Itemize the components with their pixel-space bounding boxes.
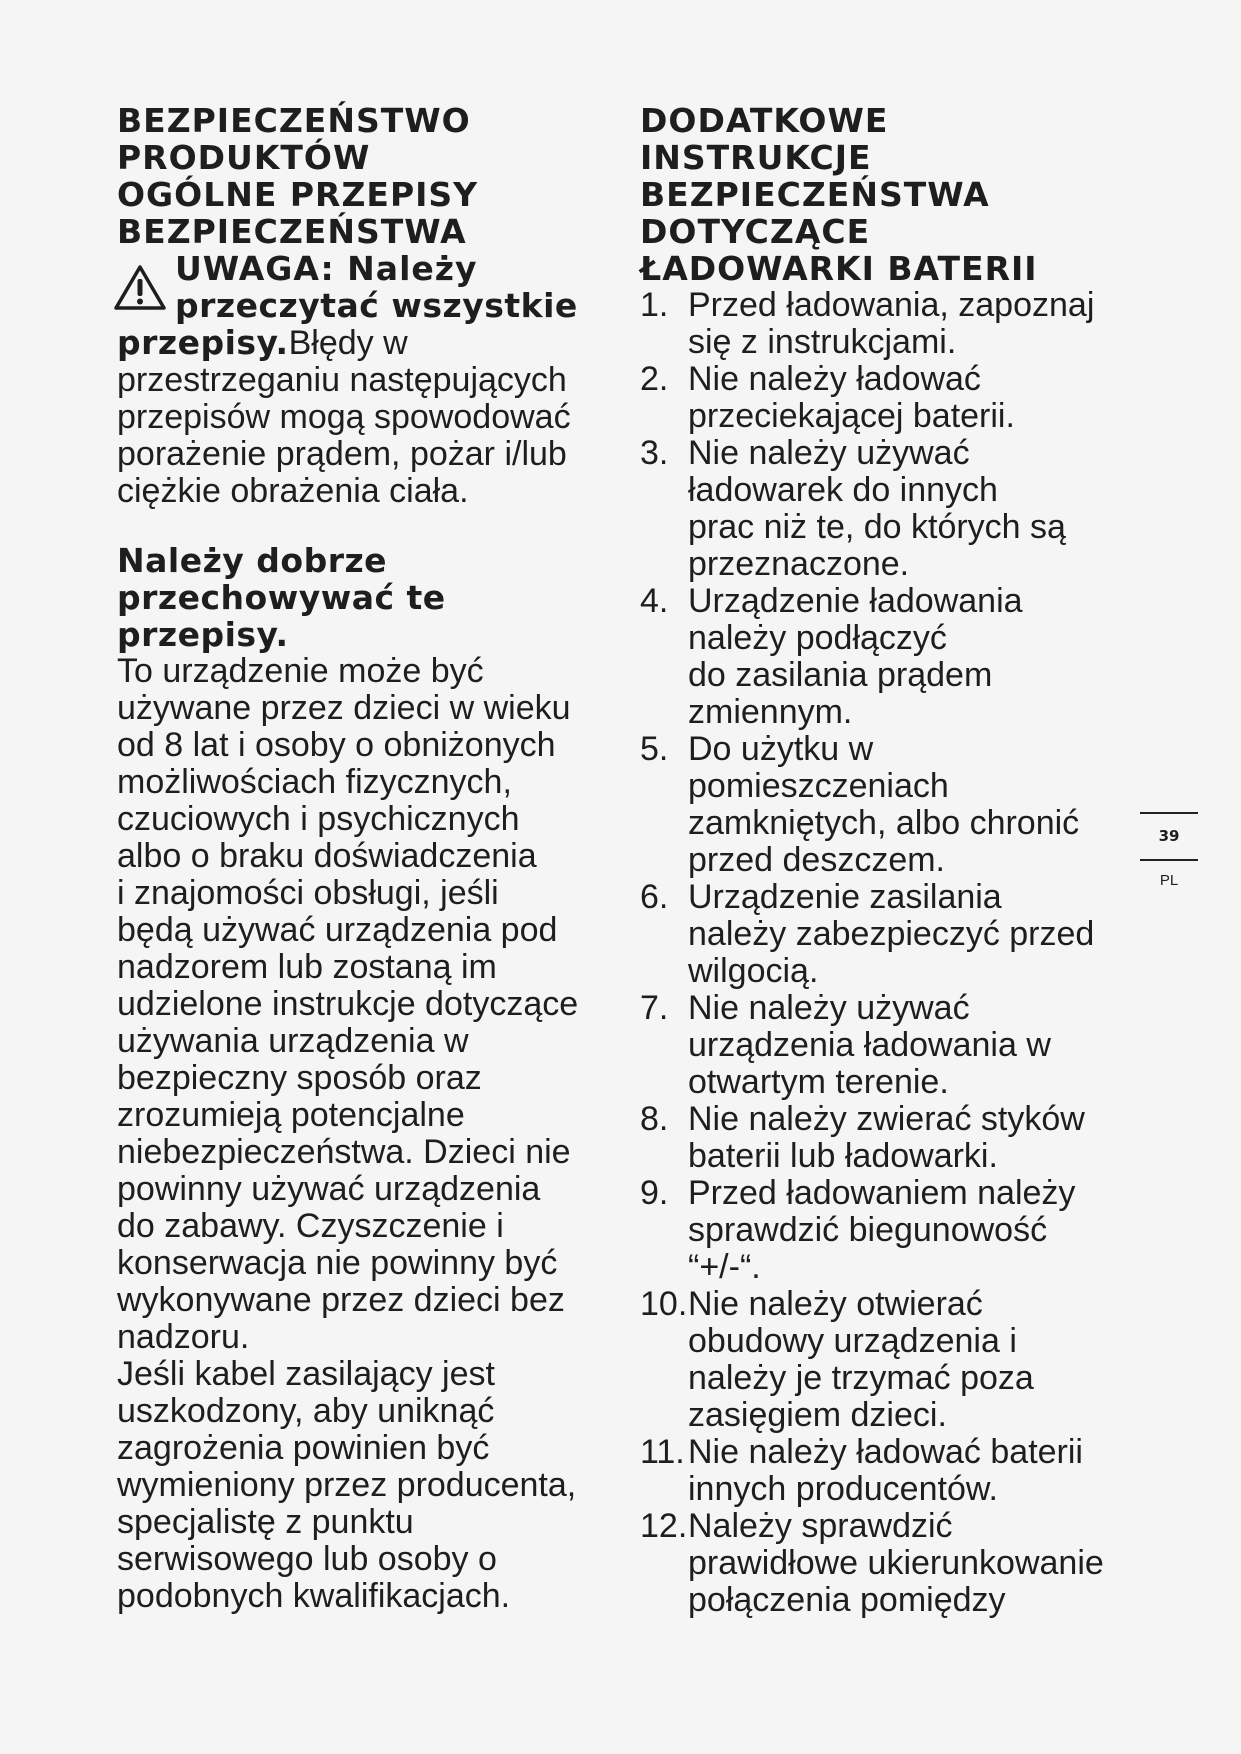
heading-line: BEZPIECZEŃSTWA	[117, 212, 467, 251]
power-cable-paragraph	[117, 1356, 617, 1615]
list-item-line: połączenia pomiędzy	[688, 1581, 1006, 1619]
list-item	[640, 990, 1160, 1101]
list-item-number: 5.	[640, 730, 669, 768]
list-item	[640, 1175, 1160, 1286]
paragraph-line: wymieniony przez producenta,	[117, 1466, 577, 1504]
list-item-line: przeciekającej baterii.	[688, 397, 1015, 435]
right-column	[640, 102, 1160, 1619]
heading-line: INSTRUKCJE	[640, 138, 872, 177]
warning-icon	[114, 264, 166, 312]
paragraph-line: zrozumieją potencjalne	[117, 1096, 465, 1134]
list-item-number: 12.	[640, 1507, 688, 1545]
list-item-line: się z instrukcjami.	[688, 323, 957, 361]
paragraph-line: serwisowego lub osoby o	[117, 1540, 497, 1578]
warning-body-line: porażenie prądem, pożar i/lub	[117, 435, 567, 473]
sub-heading-line: przepisy.	[117, 615, 289, 654]
list-item-line: baterii lub ładowarki.	[688, 1137, 998, 1175]
list-item-line: przeznaczone.	[688, 545, 910, 583]
paragraph-line: i znajomości obsługi, jeśli	[117, 874, 499, 912]
list-item-line: ładowarek do innych	[688, 471, 998, 509]
warning-body-line: przepisów mogą spowodować	[117, 398, 571, 436]
list-item-line: Nie należy ładować	[688, 360, 981, 398]
paragraph-line: używania urządzenia w	[117, 1022, 469, 1060]
list-item-line: Urządzenie ładowania	[688, 582, 1023, 620]
heading-line: DOTYCZĄCE	[640, 212, 871, 251]
list-item	[640, 879, 1160, 990]
paragraph-line: Jeśli kabel zasilający jest	[117, 1355, 495, 1393]
paragraph-line: wykonywane przez dzieci bez	[117, 1281, 565, 1319]
paragraph-line: To urządzenie może być	[117, 652, 484, 690]
list-item-line: pomieszczeniach	[688, 767, 949, 805]
list-item	[640, 583, 1160, 731]
list-item-line: Przed ładowaniem należy	[688, 1174, 1076, 1212]
paragraph-line: albo o braku doświadczenia	[117, 837, 537, 875]
heading-line: BEZPIECZEŃSTWA	[640, 175, 990, 214]
heading-line: BEZPIECZEŃSTWO	[117, 101, 471, 140]
paragraph-line: bezpieczny sposób oraz	[117, 1059, 482, 1097]
paragraph-line: specjalistę z punktu	[117, 1503, 414, 1541]
list-item-line: sprawdzić biegunowość	[688, 1211, 1048, 1249]
charger-safety-list	[640, 287, 1160, 1619]
list-item	[640, 1434, 1160, 1508]
list-item-number: 3.	[640, 434, 669, 472]
list-item-line: Przed ładowania, zapoznaj	[688, 286, 1095, 324]
list-item-line: Do użytku w	[688, 730, 874, 768]
list-item-line: Nie należy zwierać styków	[688, 1100, 1085, 1138]
warning-text	[117, 287, 617, 510]
list-item-line: Należy sprawdzić	[688, 1507, 953, 1545]
list-item-line: obudowy urządzenia i	[688, 1322, 1017, 1360]
list-item-line: Urządzenie zasilania	[688, 878, 1002, 916]
sub-heading-line: Należy dobrze	[117, 541, 388, 580]
list-item-line: urządzenia ładowania w	[688, 1026, 1051, 1064]
left-column	[117, 102, 617, 1615]
warning-bold-line: przepisy.	[117, 323, 289, 362]
paragraph-line: podobnych kwalifikacjach.	[117, 1577, 511, 1615]
list-item	[640, 731, 1160, 879]
paragraph-line: czuciowych i psychicznych	[117, 800, 520, 838]
list-item-line: zamkniętych, albo chronić	[688, 804, 1080, 842]
warning-body-line: przestrzeganiu następujących	[117, 361, 567, 399]
list-item	[640, 1286, 1160, 1434]
list-item-number: 9.	[640, 1174, 669, 1212]
paragraph-line: udzielone instrukcje dotyczące	[117, 985, 579, 1023]
list-item	[640, 1101, 1160, 1175]
warning-body-line: ciężkie obrażenia ciała.	[117, 472, 469, 510]
heading-line: PRODUKTÓW	[117, 138, 371, 177]
paragraph-line: będą używać urządzenia pod	[117, 911, 558, 949]
list-item-line: innych producentów.	[688, 1470, 998, 1508]
list-item-number: 2.	[640, 360, 669, 398]
list-item-line: “+/-“.	[688, 1248, 761, 1286]
paragraph-line: powinny używać urządzenia	[117, 1170, 541, 1208]
list-item-line: Nie należy ładować baterii	[688, 1433, 1083, 1471]
list-item-number: 6.	[640, 878, 669, 916]
list-item-line: otwartym terenie.	[688, 1063, 949, 1101]
paragraph-line: uszkodzony, aby uniknąć	[117, 1392, 495, 1430]
paragraph-line: do zabawy. Czyszczenie i	[117, 1207, 504, 1245]
page-language: PL	[1159, 872, 1179, 889]
list-item-line: zmiennym.	[688, 693, 853, 731]
paragraph-line: nadzoru.	[117, 1318, 250, 1356]
list-item-line: przed deszczem.	[688, 841, 945, 879]
list-item-number: 7.	[640, 989, 669, 1027]
children-use-paragraph	[117, 653, 617, 1356]
list-item-number: 4.	[640, 582, 669, 620]
paragraph-line: konserwacja nie powinny być	[117, 1244, 558, 1282]
paragraph-line: nadzorem lub zostaną im	[117, 948, 497, 986]
list-item-line: zasięgiem dzieci.	[688, 1396, 947, 1434]
page-marker	[1140, 812, 1198, 891]
heading-line: DODATKOWE	[640, 101, 889, 140]
list-item-number: 8.	[640, 1100, 669, 1138]
warning-title: UWAGA: Należy	[175, 249, 478, 288]
warning-body-first: Błędy w	[288, 324, 408, 362]
list-item-line: do zasilania prądem	[688, 656, 993, 694]
list-item-number: 10.	[640, 1285, 688, 1323]
paragraph-line: używane przez dzieci w wieku	[117, 689, 571, 727]
page-number: 39	[1158, 827, 1180, 845]
list-item-line: wilgocią.	[688, 952, 819, 990]
list-item-line: prawidłowe ukierunkowanie	[688, 1544, 1104, 1582]
right-heading	[640, 102, 1160, 287]
list-item-line: Nie należy otwierać	[688, 1285, 983, 1323]
sub-heading-line: przechowywać te	[117, 578, 446, 617]
paragraph-line: zagrożenia powinien być	[117, 1429, 490, 1467]
list-item-line: Nie należy używać	[688, 434, 970, 472]
warning-bold-line: przeczytać wszystkie	[175, 286, 578, 325]
list-item-line: Nie należy używać	[688, 989, 970, 1027]
paragraph-line: możliwościach fizycznych,	[117, 763, 512, 801]
list-item-line: należy podłączyć	[688, 619, 947, 657]
keep-instructions-heading	[117, 542, 617, 653]
list-item-line: należy je trzymać poza	[688, 1359, 1034, 1397]
paragraph-line: niebezpieczeństwa. Dzieci nie	[117, 1133, 571, 1171]
list-item-line: prac niż te, do których są	[688, 508, 1066, 546]
list-item	[640, 287, 1160, 361]
list-item-line: należy zabezpieczyć przed	[688, 915, 1095, 953]
list-item	[640, 361, 1160, 435]
list-item	[640, 1508, 1160, 1619]
left-heading	[117, 102, 617, 250]
paragraph-line: od 8 lat i osoby o obniżonych	[117, 726, 556, 764]
heading-line: OGÓLNE PRZEPISY	[117, 175, 479, 214]
heading-line: ŁADOWARKI BATERII	[640, 249, 1038, 288]
list-item-number: 11.	[640, 1433, 685, 1471]
list-item-number: 1.	[640, 286, 669, 324]
warning-block	[117, 250, 617, 510]
list-item	[640, 435, 1160, 583]
